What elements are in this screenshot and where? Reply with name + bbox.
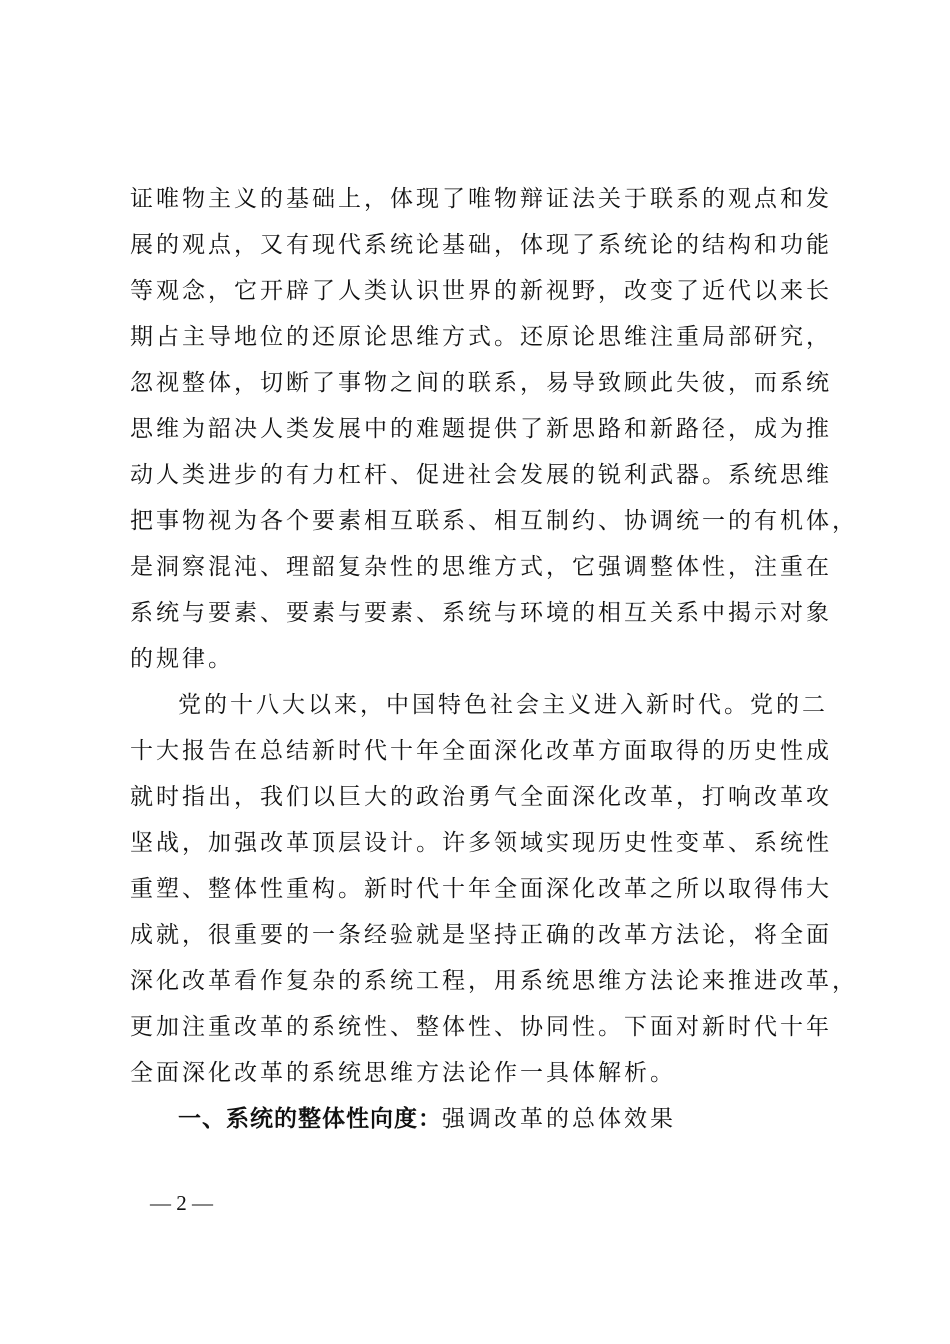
text-line: 期占主导地位的还原论思维方式。还原论思维注重局部研究，	[130, 324, 832, 350]
text-line: 全面深化改革的系统思维方法论作一具体解析。	[130, 1060, 676, 1086]
text-line: 忽视整体，切断了事物之间的联系，易导致顾此失彼，而系统	[130, 370, 832, 396]
text-line: 等观念，它开辟了人类认识世界的新视野，改变了近代以来长	[130, 278, 832, 304]
text-line: 是洞察混沌、理韶复杂性的思维方式，它强调整体性，注重在	[130, 554, 832, 580]
text-line: 证唯物主义的基础上，体现了唯物辩证法关于联系的观点和发	[130, 186, 832, 212]
text-line: 成就，很重要的一条经验就是坚持正确的改革方法论，将全面	[130, 922, 832, 948]
paragraph-1	[130, 176, 858, 682]
text-line: 坚战，加强改革顶层设计。许多领域实现历史性变革、系统性	[130, 830, 832, 856]
text-line: 思维为韶决人类发展中的难题提供了新思路和新路径，成为推	[130, 416, 832, 442]
text-line: 党的十八大以来，中国特色社会主义进入新时代。党的二	[178, 692, 828, 718]
text-line: 更加注重改革的系统性、整体性、协同性。下面对新时代十年	[130, 1014, 832, 1040]
text-line: 深化改革看作复杂的系统工程，用系统思维方法论来推进改革，	[130, 968, 858, 994]
text-line: 重塑、整体性重构。新时代十年全面深化改革之所以取得伟大	[130, 876, 832, 902]
text-line: 把事物视为各个要素相互联系、相互制约、协调统一的有机体，	[130, 508, 858, 534]
text-line: 系统与要素、要素与要素、系统与环境的相互关系中揭示对象	[130, 600, 832, 626]
text-line: 动人类进步的有力杠杆、促进社会发展的锐利武器。系统思维	[130, 462, 832, 488]
section-heading-label: 一、系统的整体性向度：	[178, 1106, 442, 1132]
text-line: 的规律。	[130, 646, 234, 672]
body-text	[130, 176, 858, 1142]
section-heading	[130, 1096, 830, 1142]
paragraph-2	[130, 682, 858, 1096]
section-heading-title: 强调改革的总体效果	[442, 1106, 676, 1132]
text-line: 展的观点，又有现代系统论基础，体现了系统论的结构和功能	[130, 232, 832, 258]
text-line: 就时指出，我们以巨大的政治勇气全面深化改革，打响改革攻	[130, 784, 832, 810]
text-line: 十大报告在总结新时代十年全面深化改革方面取得的历史性成	[130, 738, 832, 764]
page-number: — 2 —	[150, 1191, 213, 1215]
